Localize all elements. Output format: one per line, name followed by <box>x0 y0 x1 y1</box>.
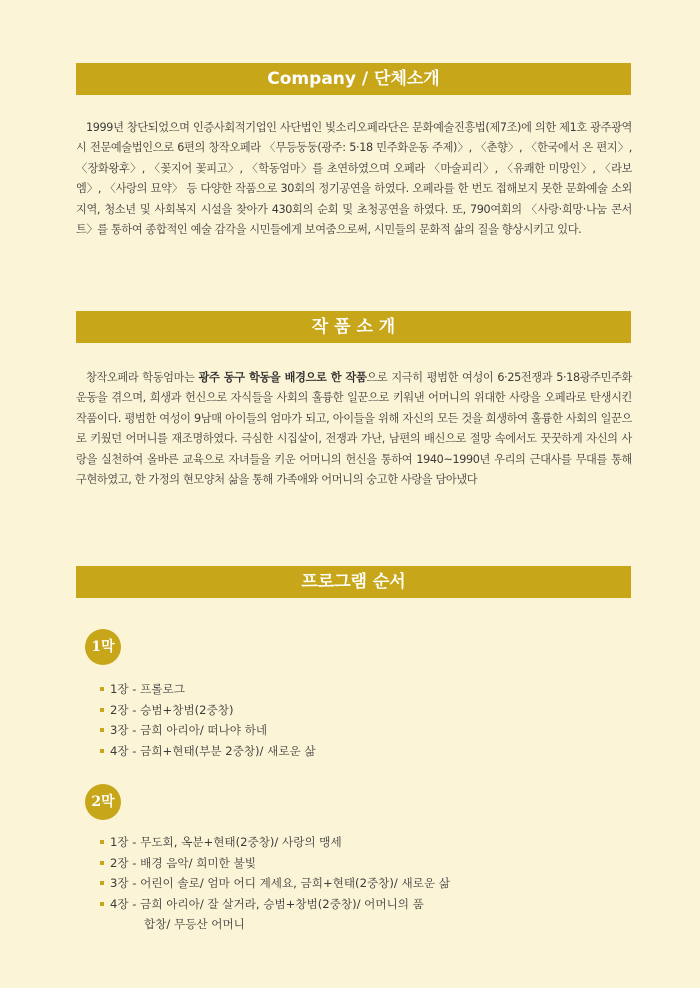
scene-item <box>100 873 450 894</box>
bullet-icon <box>100 861 104 865</box>
scene-item <box>100 679 316 700</box>
scene-item <box>100 853 450 874</box>
bullet-icon <box>100 749 104 753</box>
scene-item <box>100 832 450 853</box>
bullet-icon <box>100 687 104 691</box>
bullet-icon <box>100 902 104 906</box>
scene-item <box>100 741 316 762</box>
scene-text: 4장 - 금희 아리아/ 잘 살거라, 승범+창범(2중창)/ 어머니의 품 <box>110 896 424 911</box>
scene-text: 3장 - 금희 아리아/ 떠나야 하네 <box>110 723 268 737</box>
company-heading: Company / 단체소개 <box>76 63 631 95</box>
act-1-scene-list <box>100 679 316 761</box>
work-intro-highlight: 광주 동구 학동을 배경으로 한 작품 <box>198 371 367 384</box>
work-intro-paragraph <box>76 368 632 490</box>
bullet-icon <box>100 881 104 885</box>
scene-item <box>100 894 450 915</box>
scene-text: 2장 - 승범+창범(2중창) <box>110 702 234 717</box>
scene-text: 3장 - 어린이 솔로/ 엄마 어디 계세요, 금희+현태(2중창)/ 새로운 삶 <box>110 876 450 890</box>
work-intro-text: 으로 지극히 평범한 여성이 6·25전쟁과 5·18광주민주화운동을 겪으며, 희생과 헌신으로 자식들을 사회의 훌륭한 일꾼으로 키워낸 어머니의 위대한 사랑을 오페라로 탄생시킨 작품이다. 평범한 여성이 9남매 아이들의 엄마가 되고, 아이들을 위해 자신의 모든 것을 희생하여 훌륭한 사회의 일꾼으로 키웠던 어머니를 재조명하였다. 극심한 시집살이, 전쟁과 가난, 남편의 배신으로 절망 속에서도 꿋꿋하게 자신의 사랑을 실천하여 올바른 교육으로 자녀들을 키운 어머니의 헌신을 통하여 1940~1990년 우리의 근대사를 무대를 통해 구현하였고, 한 가정의 현모양처 삶을 통해 가족애와 어머니의 숭고한 사랑을 담아냈다 <box>76 371 632 487</box>
bullet-icon <box>100 728 104 732</box>
scene-text: 2장 - 배경 음악/ 희미한 불빛 <box>110 855 256 870</box>
bullet-icon <box>100 708 104 712</box>
scene-item <box>100 720 316 741</box>
work-intro-text: 창작오페라 학동엄마는 <box>86 371 199 384</box>
act-2-scene-list <box>100 832 450 935</box>
scene-text: 1장 - 프롤로그 <box>110 682 185 696</box>
company-paragraph: 1999년 창단되었으며 인증사회적기업인 사단법인 빛소리오페라단은 문화예술진흥법(제7조)에 의한 제1호 광주광역시 전문예술법인으로 6편의 창작오페라 〈무등둥둥(광주: 5·18 민주화운동 주제)〉, 〈춘향〉, 〈한국에서 온 편지〉, 〈장화왕후〉, 〈꽃지어 꽃피고〉, 〈학동엄마〉를 초연하였으며 오페라 〈마술피리〉, 〈유쾌한 미망인〉, 〈라보엠〉, 〈사랑의 묘약〉 등 다양한 작품으로 30회의 정기공연을 하였다. 오페라를 한 번도 접해보지 못한 문화예술 소외지역, 청소년 및 사회복지 시설을 찾아가 430회의 순회 및 초청공연을 하였다. 또, 790여회의 〈사랑·희망·나눔 콘서트〉를 통하여 종합적인 예술 감각을 시민들에게 보여줌으로써, 시민들의 문화적 삶의 질을 향상시키고 있다. <box>76 121 632 237</box>
scene-item-continuation <box>100 914 450 935</box>
scene-text: 1장 - 무도회, 옥분+현태(2중창)/ 사랑의 맹세 <box>110 835 342 849</box>
scene-text: 4장 - 금희+현태(부분 2중창)/ 새로운 삶 <box>110 743 316 758</box>
act-1-badge: 1막 <box>85 629 121 665</box>
act-2-badge: 2막 <box>85 784 121 820</box>
scene-item <box>100 700 316 721</box>
scene-text: 합창/ 무등산 어머니 <box>144 917 245 931</box>
bullet-icon <box>100 840 104 844</box>
program-heading: 프로그램 순서 <box>76 566 631 598</box>
work-intro-heading: 작 품 소 개 <box>76 311 631 343</box>
